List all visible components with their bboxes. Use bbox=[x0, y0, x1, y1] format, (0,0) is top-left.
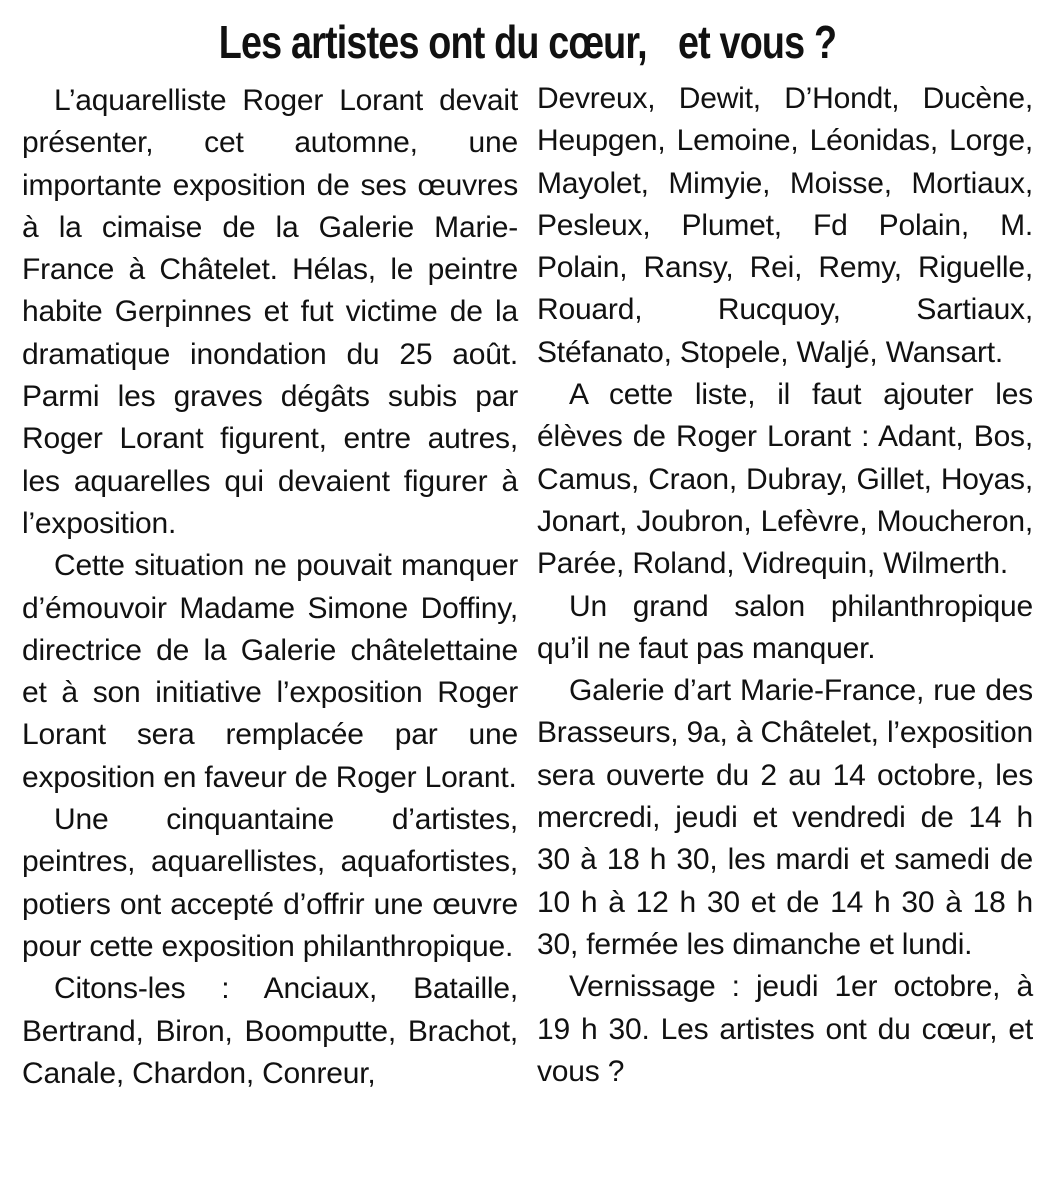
headline-part-1: Les artistes ont du cœur, bbox=[218, 16, 647, 68]
paragraph: Cette situation ne pouvait manquer d’émouvoir Madame Simone Doffiny, directrice de la Galerie châtelettaine et à son initiative l’exposition Roger Lorant sera remplacée par une exposition en faveur de Roger Lorant. bbox=[22, 549, 518, 794]
right-column bbox=[537, 78, 1033, 1095]
article-body bbox=[22, 80, 1033, 1095]
paragraph: L’aquarelliste Roger Lorant devait présenter, cet automne, une importante exposition de ses œuvres à la cimaise de la Galerie Marie-France à Châtelet. Hélas, le peintre habite Gerpinnes et fut victime de la dramatique inondation du 25 août. Parmi les graves dégâts subis par Roger Lorant figurent, entre autres, les aquarelles qui devaient figurer à l’exposition. bbox=[22, 84, 518, 540]
paragraph: Vernissage : jeudi 1er octobre, à 19 h 30. Les artistes ont du cœur, et vous ? bbox=[537, 970, 1033, 1088]
article-headline bbox=[113, 10, 942, 76]
paragraph: Citons-les : Anciaux, Bataille, Bertrand, Biron, Boomputte, Brachot, Canale, Chardon, Conreur, bbox=[22, 972, 518, 1090]
paragraph: Une cinquantaine d’artistes, peintres, aquarellistes, aquafortistes, potiers ont accepté d’offrir une œuvre pour cette exposition philanthropique. bbox=[22, 803, 518, 963]
left-column bbox=[22, 80, 518, 1095]
paragraph: Galerie d’art Marie-France, rue des Brasseurs, 9a, à Châtelet, l’exposition sera ouverte du 2 au 14 octobre, les mercredi, jeudi et vendredi de 14 h 30 à 18 h 30, les mardi et samedi de 10 h à 12 h 30 et de 14 h 30 à 18 h 30, fermée les dimanche et lundi. bbox=[537, 674, 1033, 961]
paragraph-continuation: Devreux, Dewit, D’Hondt, Ducène, Heupgen, Lemoine, Léonidas, Lorge, Mayolet, Mimyie, Moisse, Mortiaux, Pesleux, Plumet, Fd Polain, M. Polain, Ransy, Rei, Remy, Riguelle, Rouard, Rucquoy, Sartiaux, Stéfanato, Stopele, Waljé, Wansart. bbox=[537, 82, 1033, 369]
paragraph: A cette liste, il faut ajouter les élèves de Roger Lorant : Adant, Bos, Camus, Craon, Dubray, Gillet, Hoyas, Jonart, Joubron, Lefèvre, Moucheron, Parée, Roland, Vidrequin, Wilmerth. bbox=[537, 378, 1033, 581]
headline-part-2: et vous ? bbox=[677, 16, 837, 68]
paragraph: Un grand salon philanthropique qu’il ne faut pas manquer. bbox=[537, 589, 1033, 665]
